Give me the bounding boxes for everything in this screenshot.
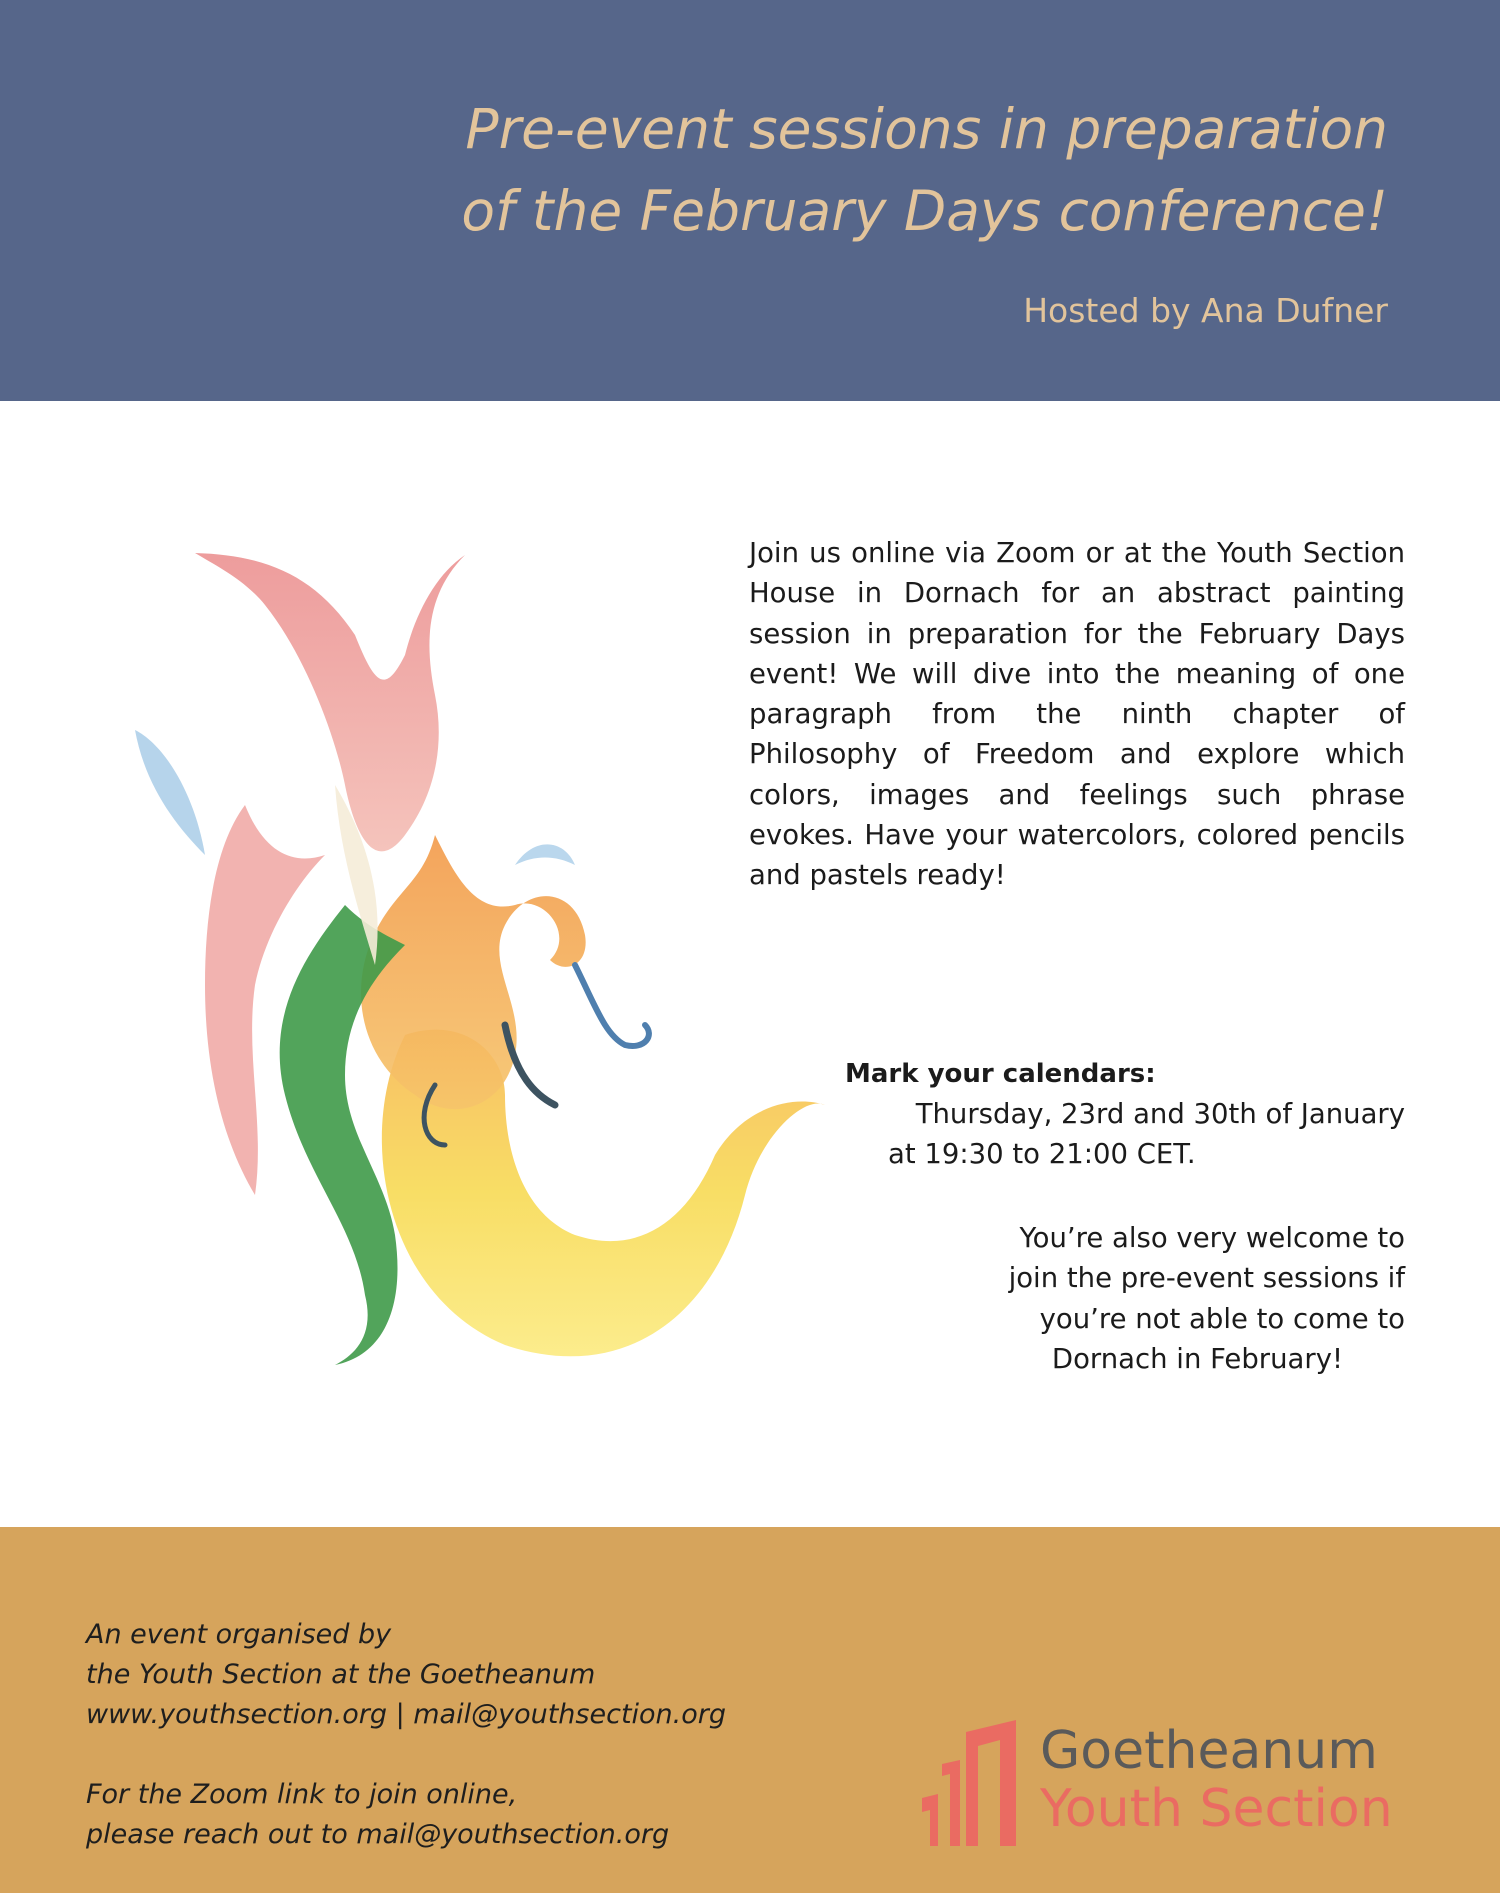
host-line: Hosted by Ana Dufner [1023, 291, 1388, 330]
header-banner [0, 0, 1500, 401]
goetheanum-logo-icon [920, 1720, 1020, 1846]
title-line-2: of the February Days conference! [461, 179, 1388, 243]
logo-line-goetheanum: Goetheanum [1040, 1721, 1378, 1781]
welcome-line-2: join the pre-event sessions if [1008, 1262, 1405, 1295]
welcome-note [955, 1218, 1405, 1379]
goetheanum-logo-text [1040, 1722, 1393, 1838]
title-line-1: Pre-event sessions in preparation [465, 97, 1388, 161]
page-title [288, 88, 1388, 252]
calendar-label: Mark your calendars: [845, 1059, 1156, 1089]
logo-line-youth-section: Youth Section [1040, 1779, 1393, 1839]
footer-zoom-contact[interactable]: please reach out to mail@youthsection.org [86, 1819, 670, 1850]
welcome-line-4: Dornach in February! [1051, 1342, 1343, 1375]
abstract-flame-artwork [105, 535, 825, 1405]
calendar-times: at 19:30 to 21:00 CET. [888, 1138, 1196, 1170]
footer-line-4: For the Zoom link to join online, [86, 1779, 518, 1810]
calendar-dates: Thursday, 23rd and 30th of January [915, 1098, 1405, 1130]
footer-contact-links[interactable]: www.youthsection.org | mail@youthsection.org [86, 1699, 726, 1730]
event-description: Join us online via Zoom or at the Youth Section House in Dornach for an abstract painting session in preparation for the February Days event! We will dive into the meaning of one paragraph from the ninth chapter of Philosophy of Freedom and explore which colors, images and feelings such phrase evokes. Have your watercolors, colored pencils and pastels ready! [749, 537, 1405, 892]
welcome-line-3: you’re not able to come to [1039, 1302, 1405, 1335]
welcome-line-1: You’re also very welcome to [1019, 1222, 1405, 1254]
footer-line-2: the Youth Section at the Goetheanum [86, 1659, 596, 1690]
footer-info [86, 1615, 886, 1855]
footer-line-1: An event organised by [86, 1619, 392, 1650]
